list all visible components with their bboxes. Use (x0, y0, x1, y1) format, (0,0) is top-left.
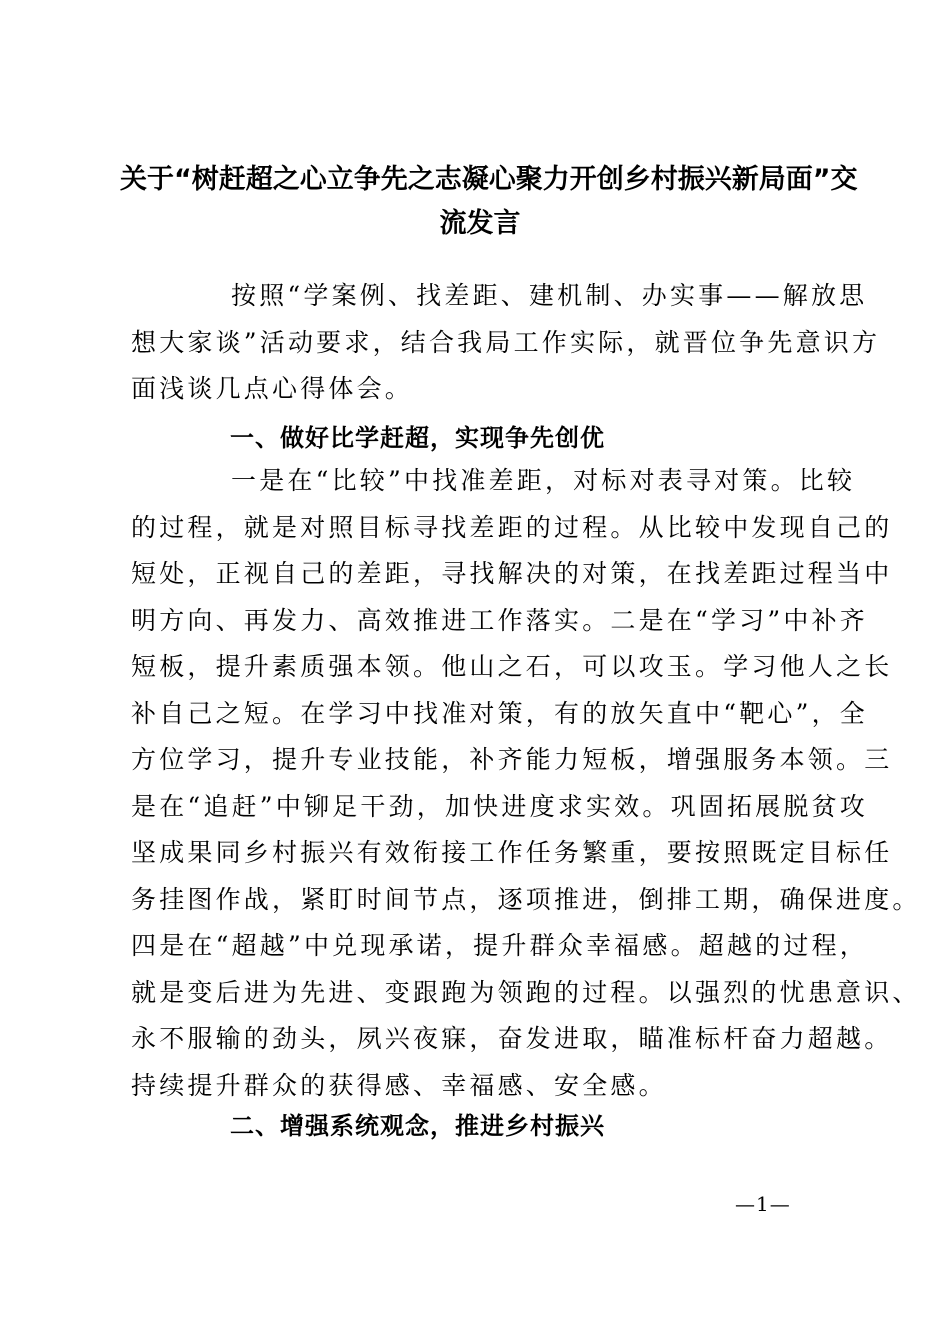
page-number: —1— (735, 1192, 791, 1216)
section-1-paragraph (131, 458, 921, 1109)
section-1-line-12: 就是变后进为先进、变跟跑为领跑的过程。以强烈的忧患意识、 (131, 977, 921, 1007)
section-1-line-14: 持续提升群众的获得感、幸福感、安全感。 (131, 1070, 667, 1100)
section-1-line-5: 短板，提升素质强本领。他山之石，可以攻玉。学习他人之长 (131, 652, 893, 681)
title-line-2: 流发言 (439, 208, 521, 239)
section-1-line-8: 是在“追赶”中铆足干劲，加快进度求实效。巩固拓展脱贫攻 (131, 791, 868, 821)
intro-line-2: 想大家谈”活动要求，结合我局工作实际，就晋位争先意识方 (131, 327, 881, 357)
section-1-line-9: 坚成果同乡村振兴有效衔接工作任务繁重，要按照既定目标任 (131, 838, 893, 867)
section-1-line-6: 补自己之短。在学习中找准对策，有的放矢直中“靶心”，全 (131, 698, 868, 728)
section-1-line-10: 务挂图作战，紧盯时间节点，逐项推进，倒排工期，确保进度。 (131, 884, 921, 914)
intro-line-1: 按照“学案例、找差距、建机制、办实事——解放思 (231, 281, 868, 310)
section-1-line-7: 方位学习，提升专业技能，补齐能力短板，增强服务本领。三 (131, 745, 893, 774)
section-1-line-1: 一是在“比较”中找准差距，对标对表寻对策。比较 (231, 466, 856, 495)
intro-line-3: 面浅谈几点心得体会。 (131, 374, 414, 403)
document-title (120, 158, 858, 246)
section-1-heading: 一、做好比学赶超，实现争先创优 (230, 424, 605, 452)
section-1-line-3: 短处，正视自己的差距，寻找解决的对策，在找差距过程当中 (131, 559, 893, 588)
section-1-line-2: 的过程，就是对照目标寻找差距的过程。从比较中发现自己的 (131, 512, 893, 542)
section-1-line-11: 四是在“超越”中兑现承诺，提升群众幸福感。超越的过程， (131, 931, 868, 960)
intro-paragraph (131, 273, 881, 413)
title-line-1: 关于“树赶超之心立争先之志凝心聚力开创乡村振兴新局面”交 (120, 164, 858, 195)
section-1-line-13: 永不服输的劲头，夙兴夜寐，奋发进取，瞄准标杆奋力超越。 (131, 1024, 893, 1053)
section-2-heading: 二、增强系统观念，推进乡村振兴 (230, 1112, 605, 1140)
section-1-line-4: 明方向、再发力、高效推进工作落实。二是在“学习”中补齐 (131, 605, 868, 635)
